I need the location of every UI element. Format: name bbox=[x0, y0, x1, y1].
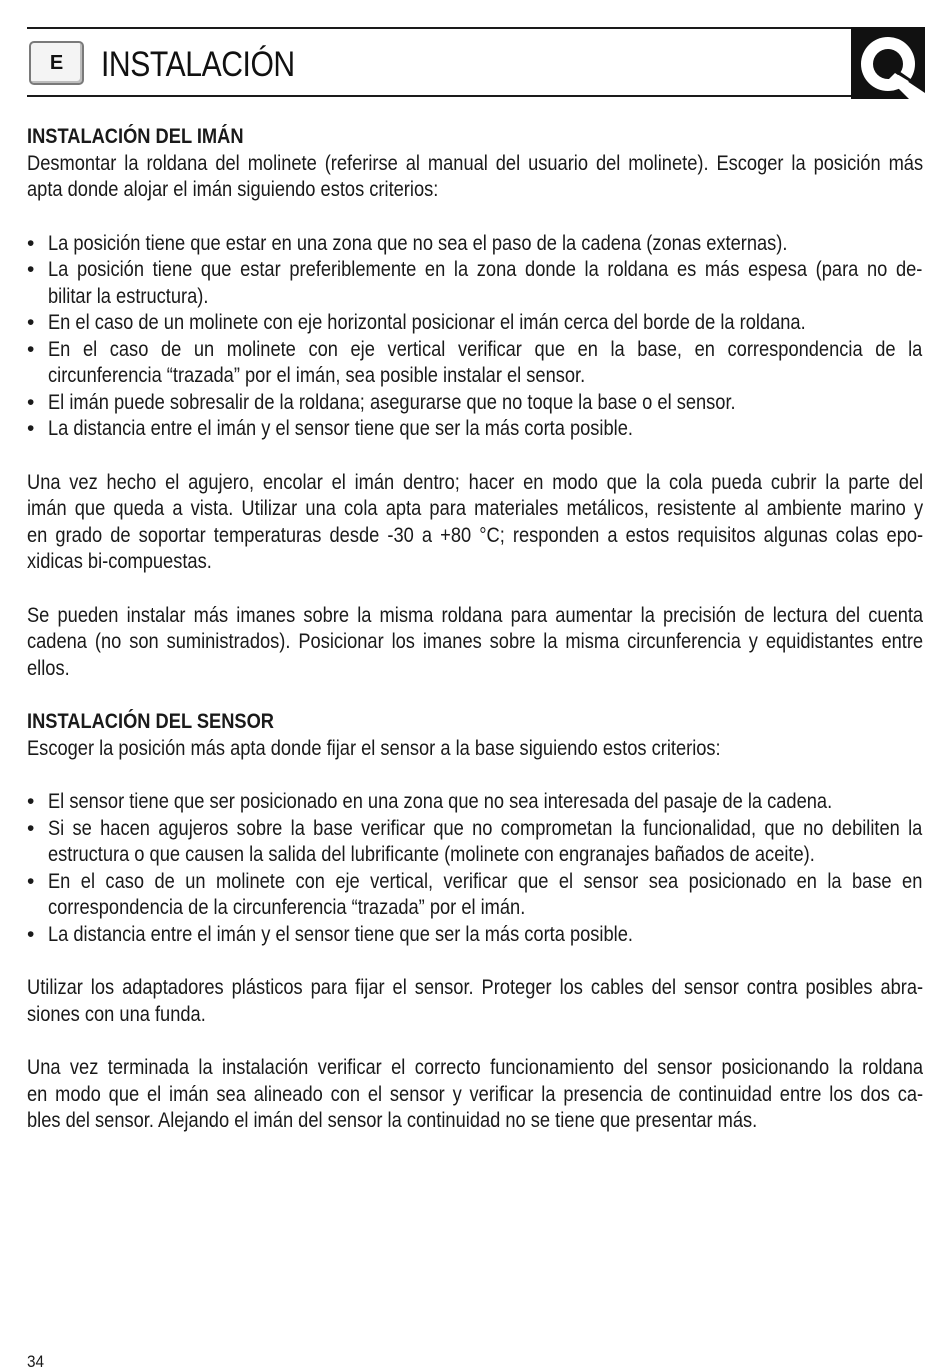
bullet-icon: • bbox=[27, 417, 35, 440]
list-item-text: El sensor tiene que ser posicionado en una zona que no sea interesada del pasaje de la cadena. bbox=[48, 790, 833, 813]
list-item-text: correspondencia de la circunferencia “trazada” por el imán. bbox=[48, 896, 526, 919]
intro-paragraph bbox=[27, 151, 923, 204]
text-line: Utilizar los adaptadores plásticos para fijar el sensor. Proteger los cables del sensor contra posibles abra- bbox=[27, 976, 924, 999]
text-line: Desmontar la roldana del molinete (referirse al manual del usuario del molinete). Escoger la posición más bbox=[27, 151, 924, 175]
list-item bbox=[27, 231, 923, 258]
list-item-text: En el caso de un molinete con eje horizontal posicionar el imán cerca del borde de la roldana. bbox=[48, 311, 806, 334]
list-item-text: circunferencia “trazada” por el imán, sea posible instalar el sensor. bbox=[48, 364, 586, 387]
intro-paragraph bbox=[27, 736, 923, 763]
quick-logo-icon bbox=[851, 27, 925, 99]
bullet-icon: • bbox=[27, 390, 35, 414]
document-body bbox=[27, 124, 923, 1135]
text-line: xidicas bi-compuestas. bbox=[27, 550, 212, 573]
bullet-icon: • bbox=[27, 231, 35, 255]
language-badge: E bbox=[29, 41, 84, 85]
list-item-text: El imán puede sobresalir de la roldana; asegurarse que no toque la base o el sensor. bbox=[48, 390, 736, 414]
bullet-icon: • bbox=[27, 922, 35, 946]
bullet-icon: • bbox=[27, 869, 35, 893]
text-line: imán que queda a vista. Utilizar una cola apta para materiales metálicos, resistente al ambiente marino y bbox=[27, 497, 924, 520]
list-item-text: La posición tiene que estar en una zona que no sea el paso de la cadena (zonas externas). bbox=[48, 231, 788, 255]
verification-paragraph bbox=[27, 1055, 923, 1135]
text-line: apta donde alojar el imán siguiendo estos criterios: bbox=[27, 178, 439, 201]
list-item bbox=[27, 390, 923, 417]
text-line: cadena (no son suministrados). Posicionar los imanes sobre la misma circunferencia y equidistantes entre bbox=[27, 630, 924, 653]
criteria-list-iman bbox=[27, 231, 923, 443]
text-line: ellos. bbox=[27, 656, 70, 680]
text-line: en grado de soportar temperaturas desde -30 a +80 °C; responden a estos requisitos algunas colas epo- bbox=[27, 523, 924, 547]
multiple-magnets-paragraph bbox=[27, 603, 923, 683]
list-item bbox=[27, 257, 923, 310]
page-number: 34 bbox=[27, 1352, 45, 1371]
list-item bbox=[27, 310, 923, 337]
list-item-text: En el caso de un molinete con eje vertical, verificar que el sensor sea posicionado en la base en bbox=[48, 869, 923, 893]
list-item-text: La distancia entre el imán y el sensor tiene que ser la más corta posible. bbox=[48, 922, 633, 946]
list-item bbox=[27, 869, 923, 922]
bullet-icon: • bbox=[27, 790, 35, 813]
text-line: en modo que el imán sea alineado con el sensor y verificar la presencia de continuidad entre los dos ca- bbox=[27, 1082, 924, 1106]
list-item-text: La distancia entre el imán y el sensor tiene que ser la más corta posible. bbox=[48, 417, 633, 440]
criteria-list-sensor bbox=[27, 789, 923, 948]
list-item bbox=[27, 416, 923, 443]
list-item bbox=[27, 337, 923, 390]
text-line: Una vez hecho el agujero, encolar el imán dentro; hacer en modo que la cola pueda cubrir la parte del bbox=[27, 470, 924, 494]
bullet-icon: • bbox=[27, 816, 35, 840]
list-item-text: En el caso de un molinete con eje vertical verificar que en la base, en correspondencia de la bbox=[48, 337, 923, 361]
text-line: siones con una funda. bbox=[27, 1002, 206, 1026]
list-item-text: Si se hacen agujeros sobre la base verificar que no comprometan la funcionalidad, que no debiliten la bbox=[48, 816, 923, 840]
list-item bbox=[27, 789, 923, 816]
text-line: Una vez terminada la instalación verificar el correcto funcionamiento del sensor posicionando la roldana bbox=[27, 1056, 924, 1079]
section-heading-iman: INSTALACIÓN DEL IMÁN bbox=[27, 125, 244, 148]
page-title: INSTALACIÓN bbox=[101, 45, 295, 84]
text-line: bles del sensor. Alejando el imán del sensor la continuidad no se tiene que presentar más. bbox=[27, 1109, 758, 1132]
glue-paragraph bbox=[27, 470, 923, 576]
adapters-paragraph bbox=[27, 975, 923, 1028]
list-item-text: estructura o que causen la salida del lubrificante (molinete con engranajes bañados de aceite). bbox=[48, 843, 815, 866]
bullet-icon: • bbox=[27, 311, 35, 334]
section-heading-sensor: INSTALACIÓN DEL SENSOR bbox=[27, 710, 275, 733]
list-item bbox=[27, 922, 923, 949]
bullet-icon: • bbox=[27, 258, 35, 281]
page-header bbox=[27, 27, 923, 97]
bullet-icon: • bbox=[27, 337, 35, 361]
text-line: Escoger la posición más apta donde fijar el sensor a la base siguiendo estos criterios: bbox=[27, 736, 721, 760]
text-line: Se pueden instalar más imanes sobre la misma roldana para aumentar la precisión de lectura del cuenta bbox=[27, 603, 924, 627]
list-item-text: bilitar la estructura). bbox=[48, 284, 209, 308]
list-item bbox=[27, 816, 923, 869]
list-item-text: La posición tiene que estar preferiblemente en la zona donde la roldana es más espesa (para no de- bbox=[48, 258, 923, 281]
